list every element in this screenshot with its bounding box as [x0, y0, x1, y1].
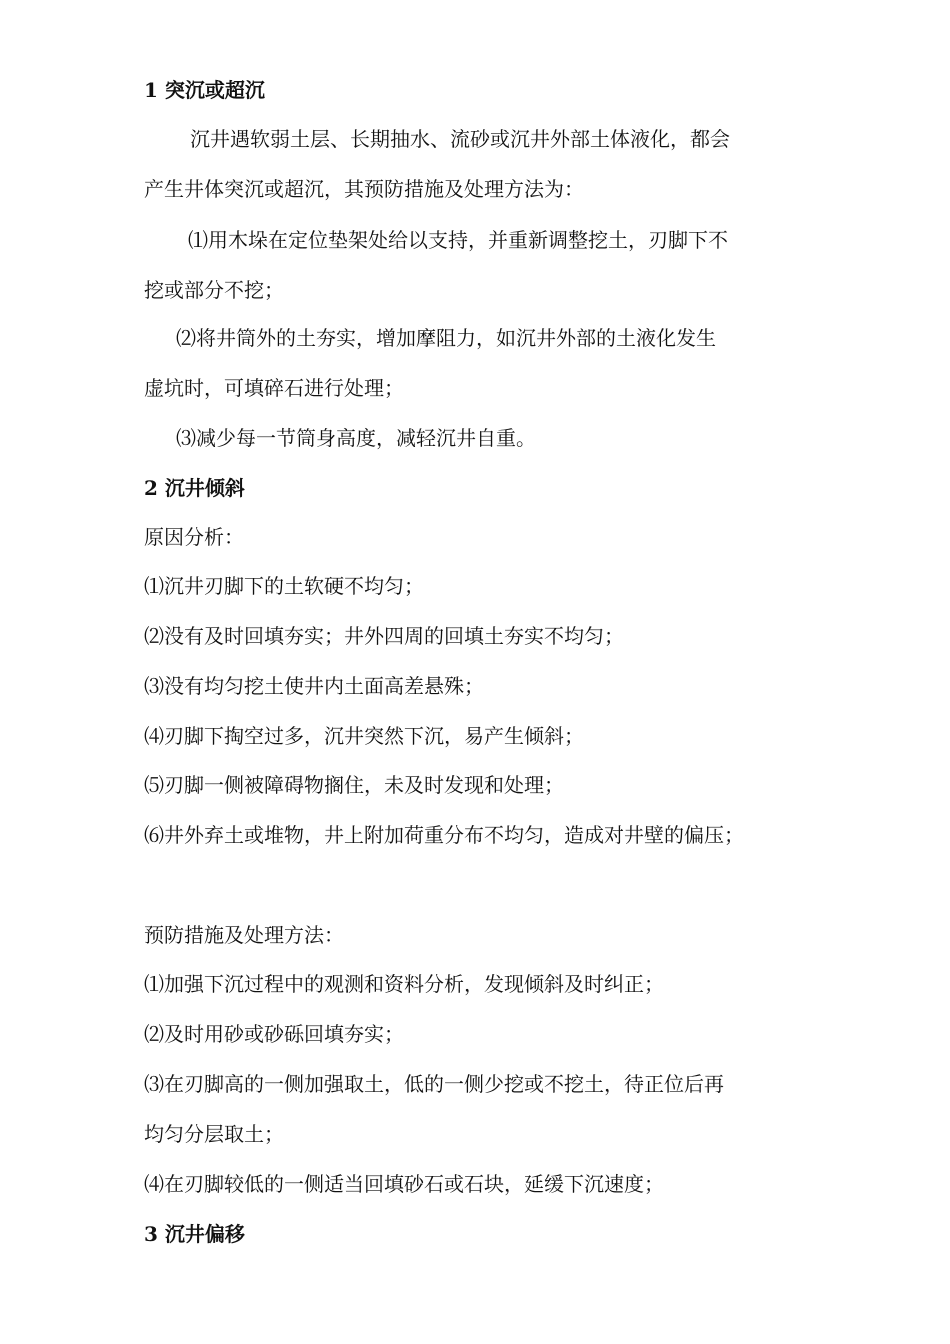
section-1-item-2-line-2: 虚坑时，可填碎石进行处理； [144, 376, 404, 400]
cause-item: ⑸刃脚一侧被障碍物搁住，未及时发现和处理； [144, 773, 564, 797]
section-1-item-2-line-1: ⑵将井筒外的土夯实，增加摩阻力，如沉井外部的土液化发生 [176, 326, 716, 350]
measure-item: ⑷在刃脚较低的一侧适当回填砂石或石块，延缓下沉速度； [144, 1172, 664, 1196]
cause-item: ⑷刃脚下掏空过多，沉井突然下沉，易产生倾斜； [144, 724, 584, 748]
section-3-heading: 3 沉井偏移 [144, 1222, 245, 1246]
measure-item-3-line-2: 均匀分层取土； [144, 1122, 284, 1146]
section-2-cause-title: 原因分析： [144, 525, 244, 549]
cause-item: ⑹井外弃土或堆物，井上附加荷重分布不均匀，造成对井壁的偏压； [144, 823, 744, 847]
section-1-item-1-line-1: ⑴用木垛在定位垫架处给以支持，并重新调整挖土，刃脚下不 [188, 228, 728, 252]
cause-item: ⑵没有及时回填夯实；井外四周的回填土夯实不均匀； [144, 624, 624, 648]
section-2-heading: 2 沉井倾斜 [144, 476, 245, 500]
section-1-heading: 1 突沉或超沉 [144, 78, 265, 102]
section-2-measures-title: 预防措施及处理方法： [144, 923, 344, 947]
measure-item: ⑵及时用砂或砂砾回填夯实； [144, 1022, 404, 1046]
cause-item: ⑴沉井刃脚下的土软硬不均匀； [144, 574, 424, 598]
section-1-item-1-line-2: 挖或部分不挖； [144, 278, 284, 302]
cause-item: ⑶没有均匀挖土使井内土面高差悬殊； [144, 674, 484, 698]
measure-item: ⑴加强下沉过程中的观测和资料分析，发现倾斜及时纠正； [144, 972, 664, 996]
section-1-item-3: ⑶减少每一节筒身高度，减轻沉井自重。 [176, 426, 536, 450]
section-1-intro-line-1: 沉井遇软弱土层、长期抽水、流砂或沉井外部土体液化，都会 [190, 127, 730, 151]
section-1-intro-line-2: 产生井体突沉或超沉，其预防措施及处理方法为： [144, 177, 584, 201]
measure-item-3-line-1: ⑶在刃脚高的一侧加强取土，低的一侧少挖或不挖土，待正位后再 [144, 1072, 724, 1096]
